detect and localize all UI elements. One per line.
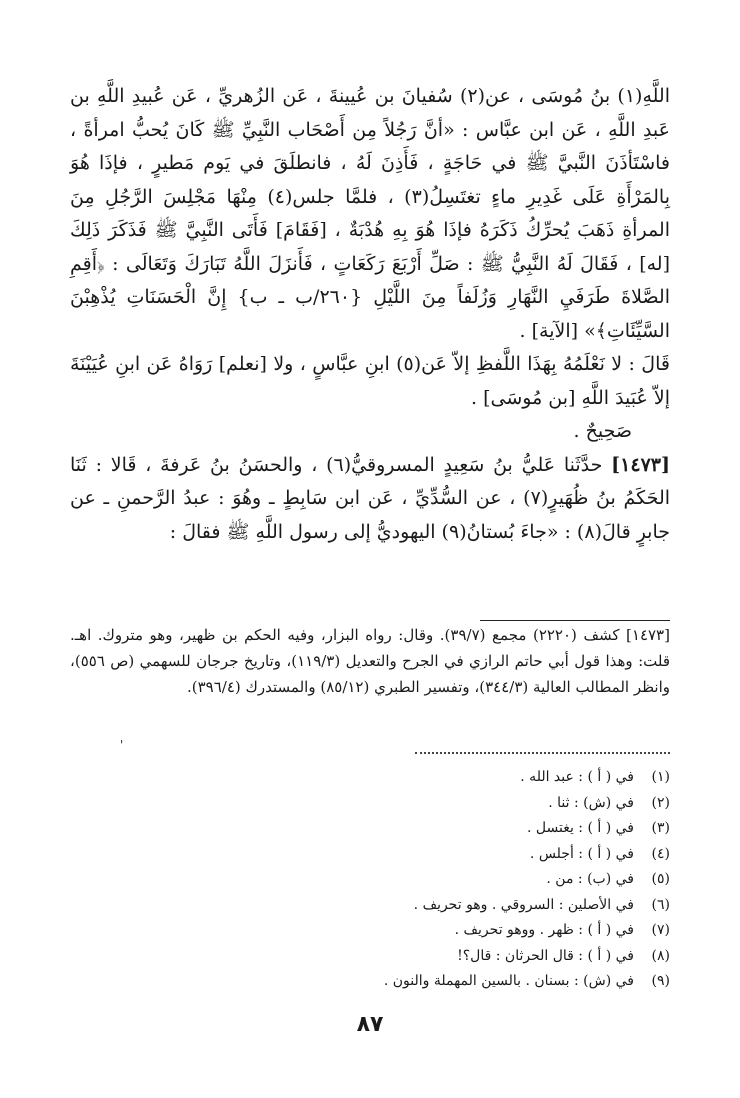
hadith-grade: صَحِيحٌ . bbox=[573, 420, 632, 442]
hadith-commentary: قَالَ : لا نَعْلَمُهُ بِهَذَا اللَّفظِ إلاّ عَن(٥) ابنِ عبَّاسٍ ، ولا [نعلم] رَوَاهُ عَن ابنِ عُيَيْنَةَ إلاّ عُبَيدَ اللَّهِ [بن مُوسَى] . bbox=[70, 353, 670, 409]
footnote-number: (١) bbox=[651, 769, 670, 785]
footnote-text: في ( أ ) : قال الحرثان : قال؟! bbox=[457, 947, 634, 964]
footnote-number: (٨) bbox=[651, 947, 670, 964]
footnote-number: (٩) bbox=[651, 973, 670, 989]
footnote-item bbox=[70, 791, 670, 817]
footnote-item bbox=[70, 969, 670, 995]
stray-mark: ' bbox=[120, 738, 124, 752]
footnote-number: (٦) bbox=[651, 896, 670, 913]
footnote-number: (٥) bbox=[651, 871, 670, 887]
footnote-text: في ( أ ) : أجلس . bbox=[529, 845, 634, 862]
footnote-item bbox=[70, 893, 670, 919]
hadith-number: [١٤٧٣] bbox=[611, 453, 670, 476]
footnote-number: (٧) bbox=[651, 922, 670, 938]
footnote-text: في ( أ ) : يغتسل . bbox=[526, 820, 634, 836]
footnote-text: في (ب) : من . bbox=[546, 871, 634, 887]
footnote-text: في (ش) : ثنا . bbox=[548, 794, 634, 811]
footnote-number: (٢) bbox=[651, 794, 670, 811]
footnote-number: (٣) bbox=[651, 820, 670, 836]
footnotes-list bbox=[70, 765, 670, 995]
takhrij-notes bbox=[70, 622, 670, 700]
footnote-text: في ( أ ) : عبد الله . bbox=[520, 769, 634, 785]
hadith-1473-paragraph bbox=[70, 449, 670, 550]
footnote-item bbox=[70, 842, 670, 868]
footnote-item bbox=[70, 765, 670, 791]
footnote-item bbox=[70, 918, 670, 944]
footnote-text: في الأصلين : السروقي . وهو تحريف . bbox=[413, 896, 634, 913]
footnote-text: في ( أ ) : ظهر . ووهو تحريف . bbox=[454, 922, 634, 938]
main-text bbox=[70, 80, 670, 549]
hadith-text-paragraph: اللَّهِ(١) بنُ مُوسَى ، عن(٢) سُفيانَ بن عُيينةَ ، عَن الزُهريِّ ، عَن عُبيدِ اللَّهِ بن عَبدِ اللَّهِ ، عَن ابن عبَّاس : «أنَّ رَجُلاً مِن أَصْحَاب النَّبِيِّ ﷺ كَانَ يُحبُّ امرأةً ، فاسْتَأذَنَ النَّبيَّ ﷺ في حَاجَةٍ ، فَأَذِنَ لَهُ ، فانطلَقَ في يَوم مَطيرٍ ، فإذَا هُوَ بِالمَرْأَةِ عَلَى غَدِيرِ ماءٍ تغتَسِلُ(٣) ، فلمَّا جلس(٤) مِنْهَا مَجْلِسَ الرَّجُلِ مِنَ المرأةِ ذَهَبَ يُحرِّكُ ذَكَرَهُ فإذَا هُوَ بِهِ هُدْبَةٌ ، [فَقَامَ] فَأَتَى النَّبِيَّ ﷺ فَذَكَرَ ذَلِكَ [له] ، فَقَالَ لَهُ النَّبِيُّ ﷺ : صَلِّ أَرْبَعَ رَكَعَاتٍ ، فَأَنزَلَ اللَّهُ تَبَارَكَ وَتَعَالَى : ﴿أَقِمِ الصَّلاةَ طَرَفَيِ النَّهَارِ وَزُلَفاً مِنَ اللَّيْلِ {٢٦٠/ب ـ ب} إِنَّ الْحَسَنَاتِ يُذْهِبْنَ السَّيِّئَاتِ﴾» [الآية] . bbox=[70, 85, 670, 342]
footnote-item bbox=[70, 944, 670, 970]
hadith-1473-text: حدَّثَنا عَليُّ بنُ سَعِيدٍ المسروقيُّ(٦) ، والحسَنُ بنُ عَرفةَ ، قَالا : ثَنَا الحَكَمُ بنُ ظُهَيرٍ(٧) ، عن السُّدِّيِّ ، عَن ابن سَابِطٍ ـ وهُوَ : عبدُ الرَّحمنِ ـ عن جابرٍ قالَ(٨) : «جاءَ بُستانُ(٩) اليهوديُّ إلى رسول اللَّهِ ﷺ فقالَ : bbox=[70, 453, 671, 543]
page-number: ٨٧ bbox=[356, 1012, 384, 1037]
takhrij-paragraph: [١٤٧٣] كشف (٢٢٢٠) مجمع (٣٩/٧). وقال: رواه البزار، وفيه الحكم بن ظهير، وهو متروك. اهـ. قلت: وهذا قول أبي حاتم الرازي في الجرح والتعديل (١١٩/٣)، وتاريخ جرجان للسهمي (ص ٥٥٦)، وانظر المطالب العالية (٣٤٤/٣)، وتفسير الطبري (٨٥/١٢) والمستدرك (٣٩٦/٤). bbox=[70, 626, 670, 696]
footnote-separator bbox=[480, 620, 670, 621]
footnote-number: (٤) bbox=[651, 845, 670, 862]
dotted-separator bbox=[415, 752, 670, 754]
footnote-item bbox=[70, 816, 670, 842]
footnote-text: في (ش) : بسنان . بالسين المهملة والنون . bbox=[383, 973, 634, 989]
footnote-item bbox=[70, 867, 670, 893]
